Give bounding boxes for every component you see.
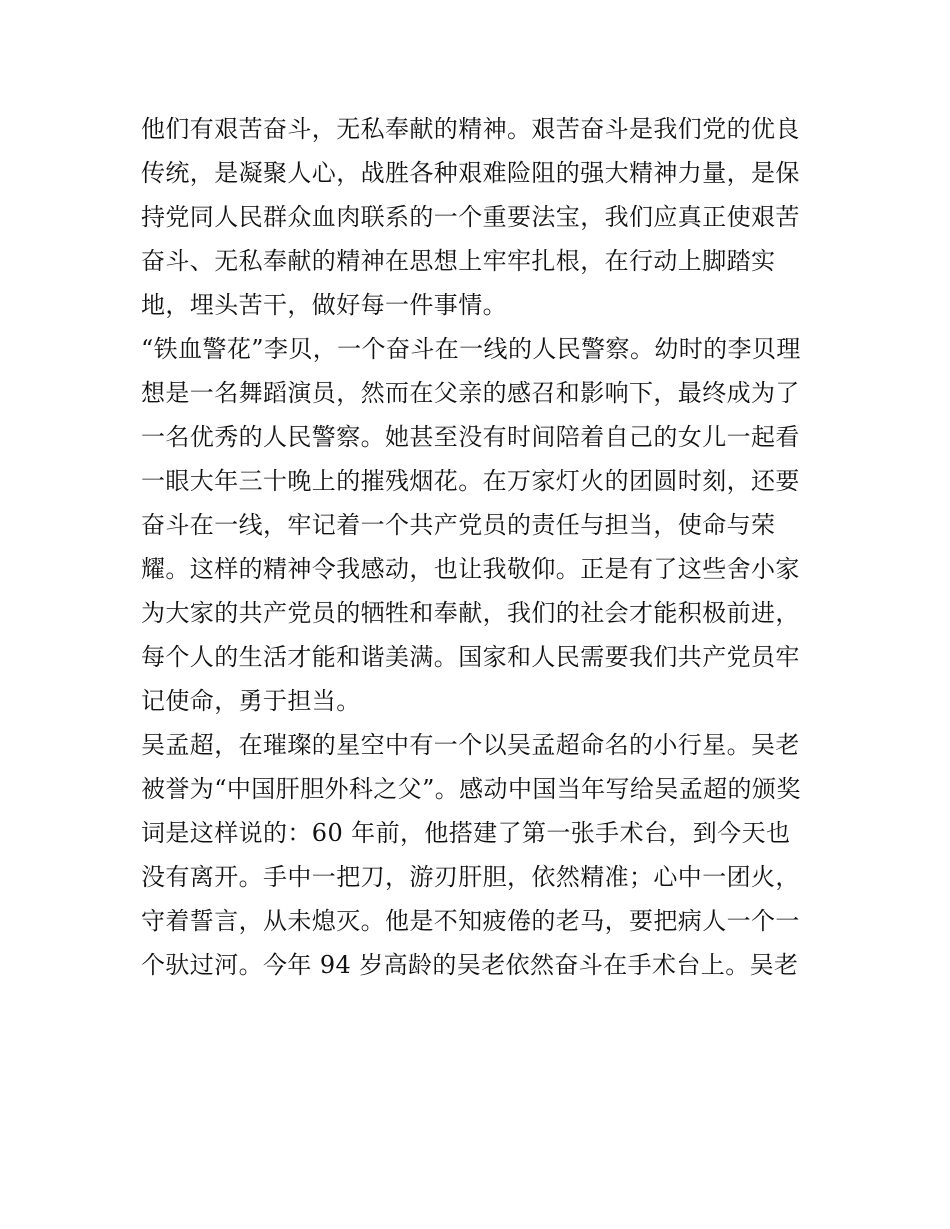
text-line: 守着誓言，从未熄灭。他是不知疲倦的老马，要把病人一个一	[141, 907, 800, 935]
text-line: 词是这样说的：60 年前，他搭建了第一张手术台，到今天也	[141, 819, 791, 847]
text-line: 奋斗、无私奉献的精神在思想上牢牢扎根，在行动上脚踏实	[141, 247, 776, 275]
text-line: 他们有艰苦奋斗，无私奉献的精神。艰苦奋斗是我们党的优良	[141, 115, 800, 143]
text-line: 奋斗在一线，牢记着一个共产党员的责任与担当，使命与荣	[141, 511, 776, 539]
text-line: 传统，是凝聚人心，战胜各种艰难险阻的强大精神力量，是保	[141, 159, 800, 187]
text-line: 吴孟超，在璀璨的星空中有一个以吴孟超命名的小行星。吴老	[141, 731, 800, 759]
text-line: 记使命，勇于担当。	[141, 687, 361, 715]
text-line: 持党同人民群众血肉联系的一个重要法宝，我们应真正使艰苦	[141, 203, 800, 231]
text-line: 没有离开。手中一把刀，游刃肝胆，依然精准；心中一团火，	[141, 863, 800, 891]
text-line: 想是一名舞蹈演员，然而在父亲的感召和影响下，最终成为了	[141, 379, 800, 407]
text-line: 每个人的生活才能和谐美满。国家和人民需要我们共产党员牢	[141, 643, 800, 671]
text-line: “铁血警花”李贝，一个奋斗在一线的人民警察。幼时的李贝理	[141, 335, 801, 363]
text-line: 个驮过河。今年 94 岁高龄的吴老依然奋斗在手术台上。吴老	[141, 951, 799, 979]
text-line: 为大家的共产党员的牺牲和奉献，我们的社会才能积极前进，	[141, 599, 800, 627]
text-line: 耀。这样的精神令我感动，也让我敬仰。正是有了这些舍小家	[141, 555, 800, 583]
text-line: 一名优秀的人民警察。她甚至没有时间陪着自己的女儿一起看	[141, 423, 800, 451]
body-text	[141, 107, 813, 987]
text-line: 地，埋头苦干，做好每一件事情。	[141, 291, 507, 319]
text-line: 被誉为“中国肝胆外科之父”。感动中国当年写给吴孟超的颁奖	[141, 775, 801, 803]
text-line: 一眼大年三十晚上的摧残烟花。在万家灯火的团圆时刻，还要	[141, 467, 800, 495]
